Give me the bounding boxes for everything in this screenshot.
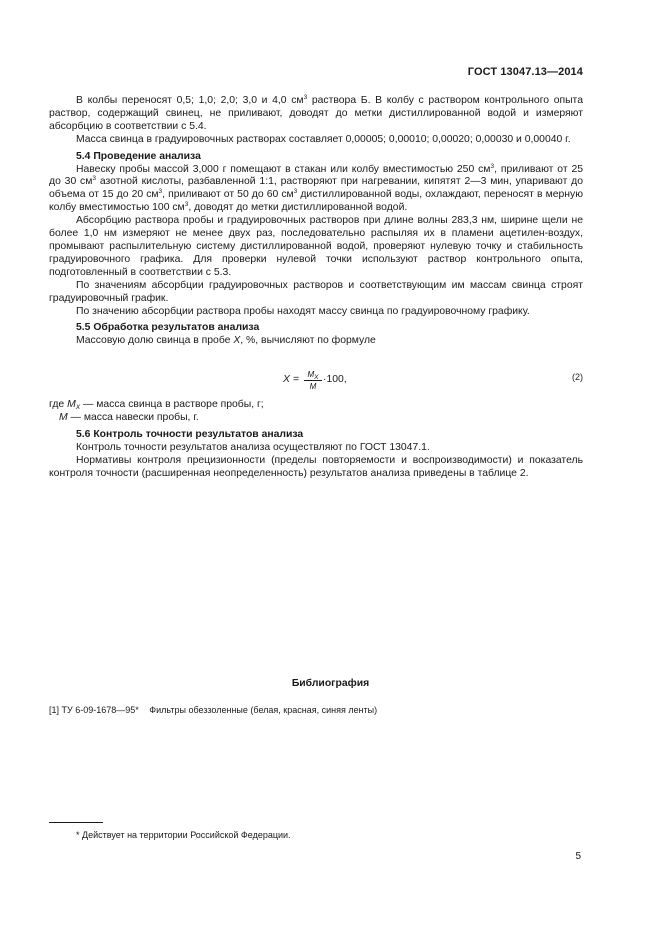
paragraph-sample-prep: Навеску пробы массой 3,000 г помещают в стакан или колбу вместимостью 250 $см^3$, приливают от 25 до 30 $см^3$ азотной кислоты, разбавленной 1:1, растворяют при нагревании, кипятят 2—3 мин, упаривают до объема от 15 до 20 $см^3$, приливают от 50 до 60 $см^3$ дистиллированной воды, охлаждают, переносят в мерную колбу вместимостью 100 $см^3$, доводят до метки дистиллированной водой.	[49, 162, 583, 214]
paragraph-lead-mass: Масса свинца в градуировочных растворах составляет 0,00005; 0,00010; 0,00020; 0,00030 и 0,00040 г.	[76, 133, 571, 145]
formula-lhs: X =	[283, 374, 299, 385]
footnote-divider	[49, 822, 103, 823]
section-heading-5-4: 5.4 Проведение анализа	[76, 150, 201, 162]
section-5-6	[49, 429, 583, 481]
formula-fraction	[304, 369, 322, 392]
bibliography-item	[49, 705, 377, 715]
paragraph-absorption-measure: Абсорбцию раствора пробы и градуировочных растворов при длине волны 283,3 нм, ширине щели не более 1,0 нм измеряют не менее двух раз, последовательно распыляя их в пламени ацетилен-воздух, промывают распылительную систему дистиллированной водой, проверяют нулевую точку и стабильность градуировочного графика. Для проверки нулевой точки используют раствор контрольного опыта, подготовленный в соответствии с 5.3.	[49, 215, 583, 278]
page-number: 5	[575, 851, 581, 862]
paragraph-calibration-flasks: В колбы переносят 0,5; 1,0; 2,0; 3,0 и 4,0 $см^3$ раствора Б. В колбу с раствором контрольного опыта раствор, содержащий свинец, не приливают, доводят до метки дистиллированной водой и измеряют абсорбцию в соответствии с 5.4.	[49, 94, 583, 132]
legend-line-m: M — масса навески пробы, г.	[59, 411, 199, 423]
paragraph-find-mass: По значению абсорбции раствора пробы находят массу свинца по градуировочному графику.	[76, 305, 530, 317]
bibliography-ref: [1] ТУ 6-09-1678—95*	[49, 705, 139, 715]
formula-2	[49, 369, 583, 395]
formula-numerator: $M_X$	[304, 369, 322, 381]
paragraph-accuracy-control: Контроль точности результатов анализа осуществляют по ГОСТ 13047.1.	[76, 441, 430, 453]
bibliography-title: Библиография	[291, 678, 370, 689]
document-header: ГОСТ 13047.13—2014	[467, 66, 583, 78]
paragraph-calibration-graph: По значениям абсорбции градуировочных растворов и соответствующим им массам свинца строят градуировочный график.	[49, 279, 583, 304]
paragraph-precision-norms: Нормативы контроля прецизионности (пределы повторяемости и воспроизводимости) и показатель контроля точности (расширенная неопределенность) результатов анализа приведены в таблице 2.	[49, 454, 583, 479]
formula-denominator: M	[309, 382, 317, 391]
section-heading-5-6: 5.6 Контроль точности результатов анализа	[76, 429, 304, 440]
formula-rest: ·100,	[323, 374, 347, 385]
paragraph-formula-intro: Массовую долю свинца в пробе X, %, вычисляют по формуле	[76, 335, 376, 347]
formula-number: (2)	[572, 372, 583, 382]
bibliography-text: Фильтры обеззоленные (белая, красная, синяя ленты)	[149, 705, 378, 715]
section-heading-5-5: 5.5 Обработка результатов анализа	[76, 322, 260, 334]
main-text	[49, 95, 583, 348]
footnote: * Действует на территории Российской Федерации.	[76, 830, 291, 840]
legend-line-mx: где $M_X$ — масса свинца в растворе пробы, г;	[49, 399, 264, 411]
formula-legend	[49, 399, 583, 425]
